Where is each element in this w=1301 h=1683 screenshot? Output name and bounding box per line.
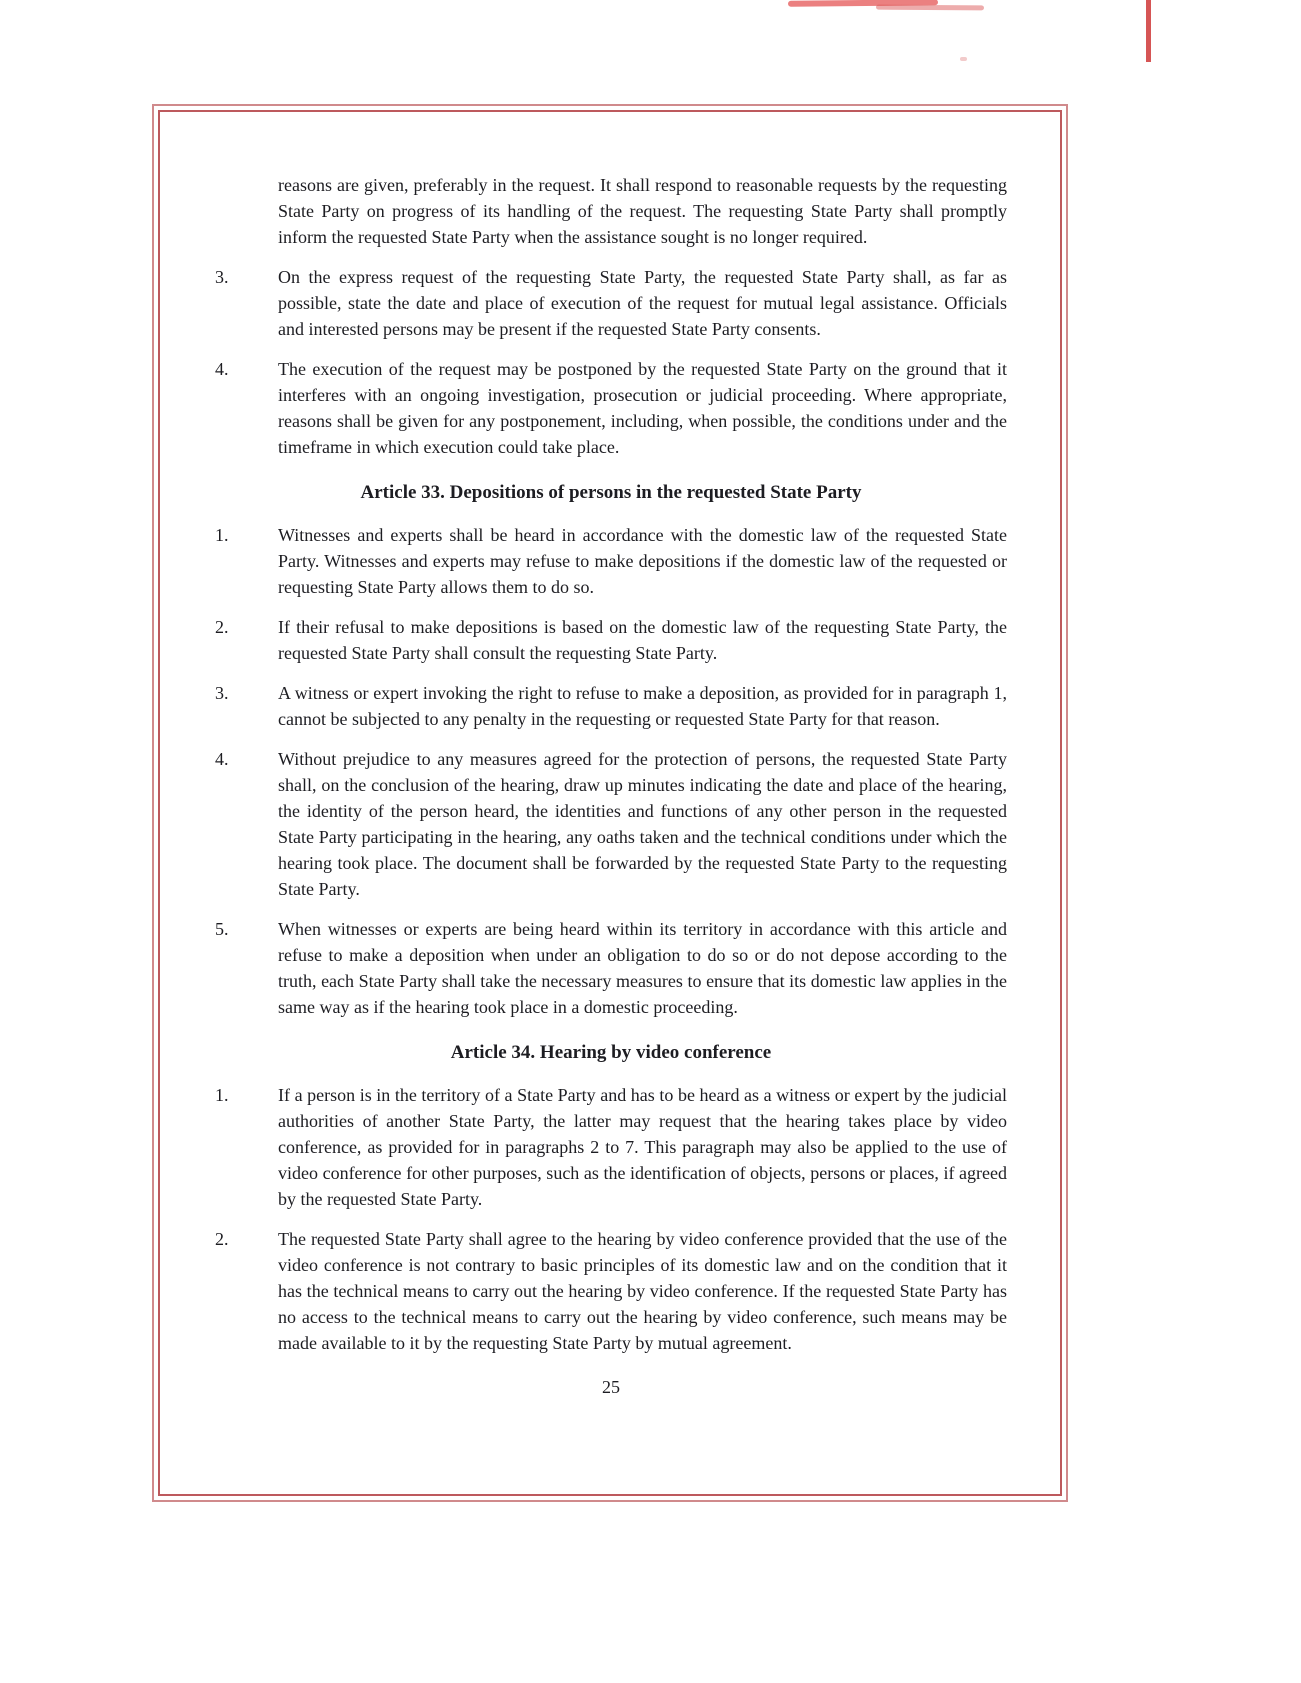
article-33-heading: Article 33. Depositions of persons in the requested State Party bbox=[360, 482, 862, 503]
article-34-heading: Article 34. Hearing by video conference bbox=[450, 1042, 772, 1063]
scan-artifact-red-speck bbox=[960, 57, 967, 61]
item-number: 3. bbox=[215, 683, 229, 703]
list-item bbox=[215, 356, 1007, 460]
item-text: Without prejudice to any measures agreed for the protection of persons, the requested State Party shall, on the conclusion of the hearing, draw up minutes indicating the date and place of the hearing, the identity of the person heard, the identities and functions of any other person in the requested State Party participating in the hearing, any oaths taken and the technical conditions under which the hearing took place. The document shall be forwarded by the requested State Party to the requesting State Party. bbox=[278, 749, 1007, 899]
list-item bbox=[215, 614, 1007, 666]
item-number: 2. bbox=[215, 617, 229, 637]
list-item bbox=[215, 1082, 1007, 1212]
item-text: Witnesses and experts shall be heard in accordance with the domestic law of the requested State Party. Witnesses and experts may refuse to make depositions if the domestic law of the requested or requesting State Party allows them to do so. bbox=[278, 525, 1007, 597]
item-number: 5. bbox=[215, 919, 229, 939]
page-number: 25 bbox=[602, 1377, 620, 1397]
list-item bbox=[215, 746, 1007, 902]
item-text: The requested State Party shall agree to the hearing by video conference provided that the use of the video conference is not contrary to basic principles of its domestic law and on the condition that it has the technical means to carry out the hearing by video conference. If the requested State Party has no access to the technical means to carry out the hearing by video conference, such means may be made available to it by the requesting State Party by mutual agreement. bbox=[278, 1229, 1007, 1353]
list-item bbox=[215, 264, 1007, 342]
item-number: 4. bbox=[215, 359, 229, 379]
item-text: On the express request of the requesting State Party, the requested State Party shall, as far as possible, state the date and place of execution of the request for mutual legal assistance. Officials and interested persons may be present if the requested State Party consents. bbox=[278, 267, 1007, 339]
item-number: 1. bbox=[215, 525, 229, 545]
list-item bbox=[215, 1226, 1007, 1356]
item-number: 1. bbox=[215, 1085, 229, 1105]
item-number: 3. bbox=[215, 267, 229, 287]
item-text: A witness or expert invoking the right to refuse to make a deposition, as provided for in paragraph 1, cannot be subjected to any penalty in the requesting or requested State Party for that reason. bbox=[278, 683, 1007, 729]
scan-artifact-red-line bbox=[1146, 0, 1151, 62]
scan-artifact-red-smudge-2 bbox=[876, 5, 984, 11]
item-number: 4. bbox=[215, 749, 229, 769]
scan-artifact-red-smudge bbox=[788, 0, 938, 7]
item-text: When witnesses or experts are being heard within its territory in accordance with this article and refuse to make a deposition when under an obligation to do so or do not depose according to the truth, each State Party shall take the necessary measures to ensure that its domestic law applies in the same way as if the hearing took place in a domestic proceeding. bbox=[278, 919, 1007, 1017]
document-content bbox=[215, 172, 1007, 1400]
continuation-paragraph: reasons are given, preferably in the request. It shall respond to reasonable requests by the requesting State Party on progress of its handling of the request. The requesting State Party shall promptly inform the requested State Party when the assistance sought is no longer required. bbox=[278, 175, 1007, 247]
item-text: If their refusal to make depositions is based on the domestic law of the requesting State Party, the requested State Party shall consult the requesting State Party. bbox=[278, 617, 1007, 663]
item-number: 2. bbox=[215, 1229, 229, 1249]
list-item bbox=[215, 680, 1007, 732]
list-item bbox=[215, 916, 1007, 1020]
list-item bbox=[215, 522, 1007, 600]
item-text: If a person is in the territory of a State Party and has to be heard as a witness or expert by the judicial authorities of another State Party, the latter may request that the hearing takes place by video conference, as provided for in paragraphs 2 to 7. This paragraph may also be applied to the use of video conference for other purposes, such as the identification of objects, persons or places, if agreed by the requested State Party. bbox=[278, 1085, 1007, 1209]
item-text: The execution of the request may be postponed by the requested State Party on the ground that it interferes with an ongoing investigation, prosecution or judicial proceeding. Where appropriate, reasons shall be given for any postponement, including, when possible, the conditions under and the timeframe in which execution could take place. bbox=[278, 359, 1007, 457]
